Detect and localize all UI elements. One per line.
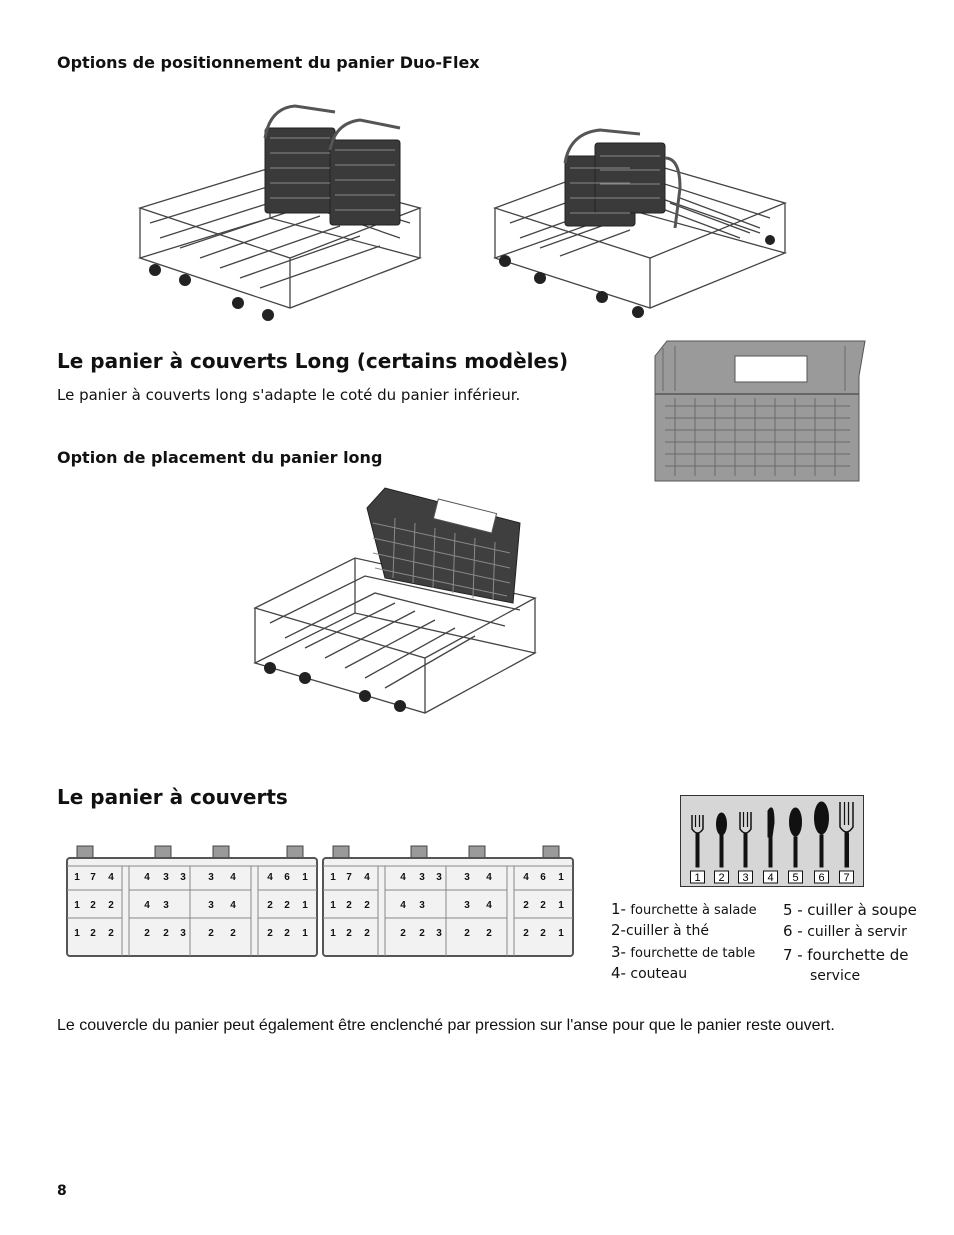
basket-cell-number: 3: [419, 900, 425, 911]
heading-placement: Option de placement du panier long: [57, 448, 383, 467]
legend-item-5: [783, 901, 917, 919]
basket-cell-number: 3: [180, 872, 186, 883]
basket-cell-number: 3: [180, 928, 186, 939]
basket-cell-number: 1: [74, 872, 80, 883]
legend-num: 2-: [611, 921, 626, 939]
basket-cell-number: 2: [523, 900, 529, 911]
basket-cell-number: 4: [523, 872, 529, 883]
basket-cell-number: 3: [208, 900, 214, 911]
icon-number: 1: [694, 872, 701, 884]
basket-cell-number: 2: [108, 928, 114, 939]
legend-label: fourchette de: [807, 946, 909, 964]
basket-cell-number: 1: [558, 928, 564, 939]
basket-cell-number: 2: [230, 928, 236, 939]
legend-item-7-cont: service: [810, 968, 861, 984]
text-long-basket: Le panier à couverts long s'adapte le coté du panier inférieur.: [57, 386, 521, 404]
legend-item-4: [611, 964, 687, 982]
legend-num: 4-: [611, 964, 626, 982]
icon-number: 4: [767, 872, 774, 884]
basket-cell-number: 4: [486, 900, 492, 911]
basket-cell-number: 4: [108, 872, 114, 883]
legend-label: cuiller à servir: [807, 924, 907, 940]
basket-cell-number: 2: [364, 900, 370, 911]
basket-cell-number: 4: [364, 872, 370, 883]
cutlery-icons-panel: [680, 795, 864, 887]
basket-cell-number: 1: [330, 900, 336, 911]
basket-cell-number: 4: [230, 872, 236, 883]
basket-cell-number: 2: [163, 928, 169, 939]
legend-num: 5 -: [783, 901, 803, 919]
basket-cell-number: 3: [163, 900, 169, 911]
basket-cell-number: 2: [90, 900, 96, 911]
cutlery-basket-diagram: [65, 820, 577, 962]
basket-cell-number: 1: [302, 928, 308, 939]
legend-item-7: [783, 946, 908, 964]
heading-long-basket: Le panier à couverts Long (certains modèles): [57, 349, 569, 373]
basket-cell-number: 4: [144, 900, 150, 911]
basket-cell-number: 1: [330, 872, 336, 883]
basket-cell-number: 1: [302, 872, 308, 883]
legend-num: 6 -: [783, 922, 803, 940]
legend-label: fourchette à salade: [630, 903, 757, 918]
basket-cell-number: 2: [208, 928, 214, 939]
basket-cell-number: 3: [419, 872, 425, 883]
icon-number: 5: [792, 872, 799, 884]
basket-frame-left: [67, 858, 317, 956]
basket-cell-number: 2: [464, 928, 470, 939]
basket-cell-number: 1: [74, 928, 80, 939]
rack-image-duoflex-left: [120, 98, 440, 330]
basket-cell-number: 2: [364, 928, 370, 939]
legend-item-6: [783, 922, 907, 940]
basket-frame-right: [323, 858, 573, 956]
basket-cell-number: 2: [419, 928, 425, 939]
legend-label: fourchette de table: [630, 946, 756, 961]
legend-item-3: [611, 943, 755, 961]
icon-number: 3: [742, 872, 749, 884]
basket-cell-number: 2: [346, 900, 352, 911]
basket-cell-number: 3: [464, 900, 470, 911]
rack-image-long-basket: [245, 478, 545, 724]
basket-cell-number: 4: [400, 872, 406, 883]
icon-number: 6: [818, 872, 825, 884]
legend-label: cuiller à soupe: [807, 901, 917, 919]
basket-cell-number: 1: [558, 900, 564, 911]
long-basket-image: [645, 336, 873, 488]
basket-cell-number: 2: [540, 900, 546, 911]
legend-item-1: [611, 900, 757, 918]
basket-grid-numbers: [74, 872, 564, 939]
basket-cell-number: 4: [230, 900, 236, 911]
legend-label: cuiller à thé: [625, 923, 710, 939]
basket-cell-number: 2: [284, 900, 290, 911]
heading-cutlery-basket: Le panier à couverts: [57, 785, 288, 809]
basket-cell-number: 4: [267, 872, 273, 883]
basket-cell-number: 4: [400, 900, 406, 911]
heading-duoflex: Options de positionnement du panier Duo-Flex: [57, 53, 480, 72]
basket-cell-number: 4: [486, 872, 492, 883]
icon-number: 7: [843, 872, 850, 884]
basket-cell-number: 1: [558, 872, 564, 883]
icon-number: 2: [718, 872, 725, 884]
rack-image-duoflex-right: [480, 98, 800, 330]
basket-cell-number: 2: [108, 900, 114, 911]
basket-cell-number: 7: [346, 872, 352, 883]
basket-cell-number: 2: [400, 928, 406, 939]
basket-cell-number: 3: [163, 872, 169, 883]
basket-cell-number: 3: [436, 928, 442, 939]
basket-cell-number: 2: [267, 928, 273, 939]
basket-cell-number: 2: [90, 928, 96, 939]
basket-cell-number: 2: [267, 900, 273, 911]
basket-cell-number: 6: [284, 872, 290, 883]
legend-item-2: [611, 921, 709, 939]
basket-cell-number: 1: [330, 928, 336, 939]
page-number: 8: [57, 1183, 67, 1199]
legend-num: 7 -: [783, 946, 803, 964]
basket-cell-number: 4: [144, 872, 150, 883]
basket-cell-number: 2: [144, 928, 150, 939]
basket-cell-number: 6: [540, 872, 546, 883]
legend-num: 1-: [611, 900, 626, 918]
basket-cell-number: 2: [346, 928, 352, 939]
basket-cell-number: 2: [523, 928, 529, 939]
basket-cell-number: 1: [74, 900, 80, 911]
basket-cell-number: 3: [208, 872, 214, 883]
basket-cell-number: 1: [302, 900, 308, 911]
basket-cell-number: 7: [90, 872, 96, 883]
basket-cell-number: 2: [284, 928, 290, 939]
basket-cell-number: 2: [486, 928, 492, 939]
legend-label: couteau: [630, 966, 688, 982]
legend-num: 3-: [611, 943, 626, 961]
basket-cell-number: 3: [436, 872, 442, 883]
footer-text: Le couvercle du panier peut également être enclenché par pression sur l'anse pour que le panier reste ouvert.: [57, 1017, 835, 1034]
basket-cell-number: 2: [540, 928, 546, 939]
basket-cell-number: 3: [464, 872, 470, 883]
